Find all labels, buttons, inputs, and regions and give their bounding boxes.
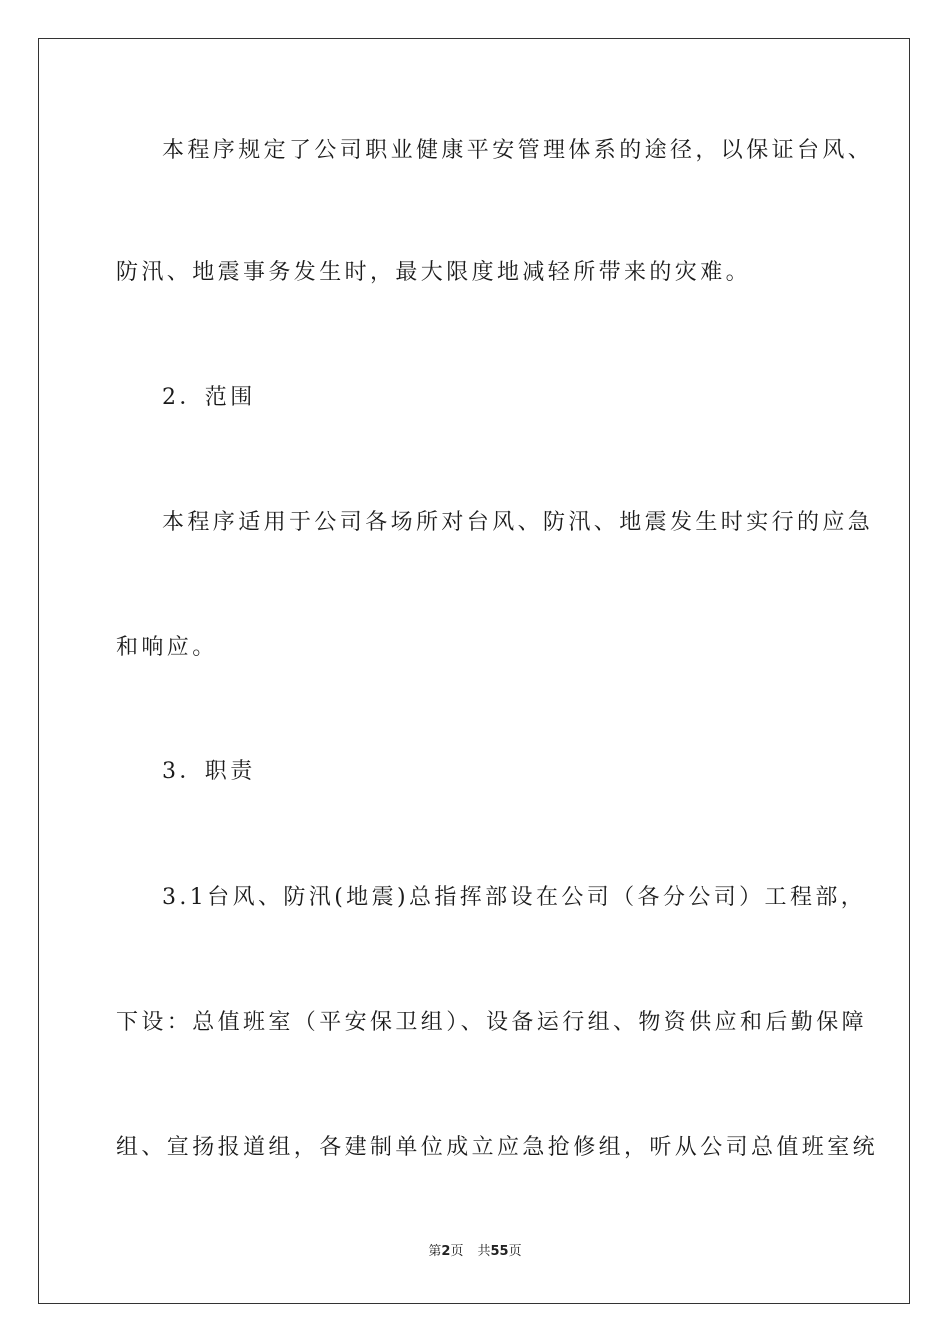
footer-total-suffix: 页 xyxy=(508,1244,522,1259)
section-heading-scope: 2．范围 xyxy=(162,385,256,410)
paragraph-duties-line-3: 组、宣扬报道组，各建制单位成立应急抢修组，听从公司总值班室统 xyxy=(116,1135,879,1160)
page-footer xyxy=(0,1243,950,1261)
paragraph-duties-line-1: 3.1台风、防汛(地震)总指挥部设在公司（各分公司）工程部， xyxy=(162,885,867,910)
paragraph-scope-line-1: 本程序适用于公司各场所对台风、防汛、地震发生时实行的应急 xyxy=(162,510,874,535)
footer-page-number: 2 xyxy=(441,1244,451,1259)
footer-total-prefix: 共 xyxy=(477,1244,491,1259)
paragraph-purpose-line-2: 防汛、地震事务发生时，最大限度地减轻所带来的灾难。 xyxy=(116,260,752,285)
page-border xyxy=(38,38,910,1304)
footer-page-prefix: 第 xyxy=(428,1244,442,1259)
paragraph-duties-line-2: 下设：总值班室（平安保卫组）、设备运行组、物资供应和后勤保障 xyxy=(116,1010,868,1035)
section-heading-duties: 3．职责 xyxy=(162,759,256,784)
footer-total-pages: 55 xyxy=(490,1244,509,1259)
footer-page-suffix: 页 xyxy=(450,1244,464,1259)
paragraph-scope-line-2: 和响应。 xyxy=(116,635,218,660)
paragraph-purpose-line-1: 本程序规定了公司职业健康平安管理体系的途径，以保证台风、 xyxy=(162,138,874,163)
